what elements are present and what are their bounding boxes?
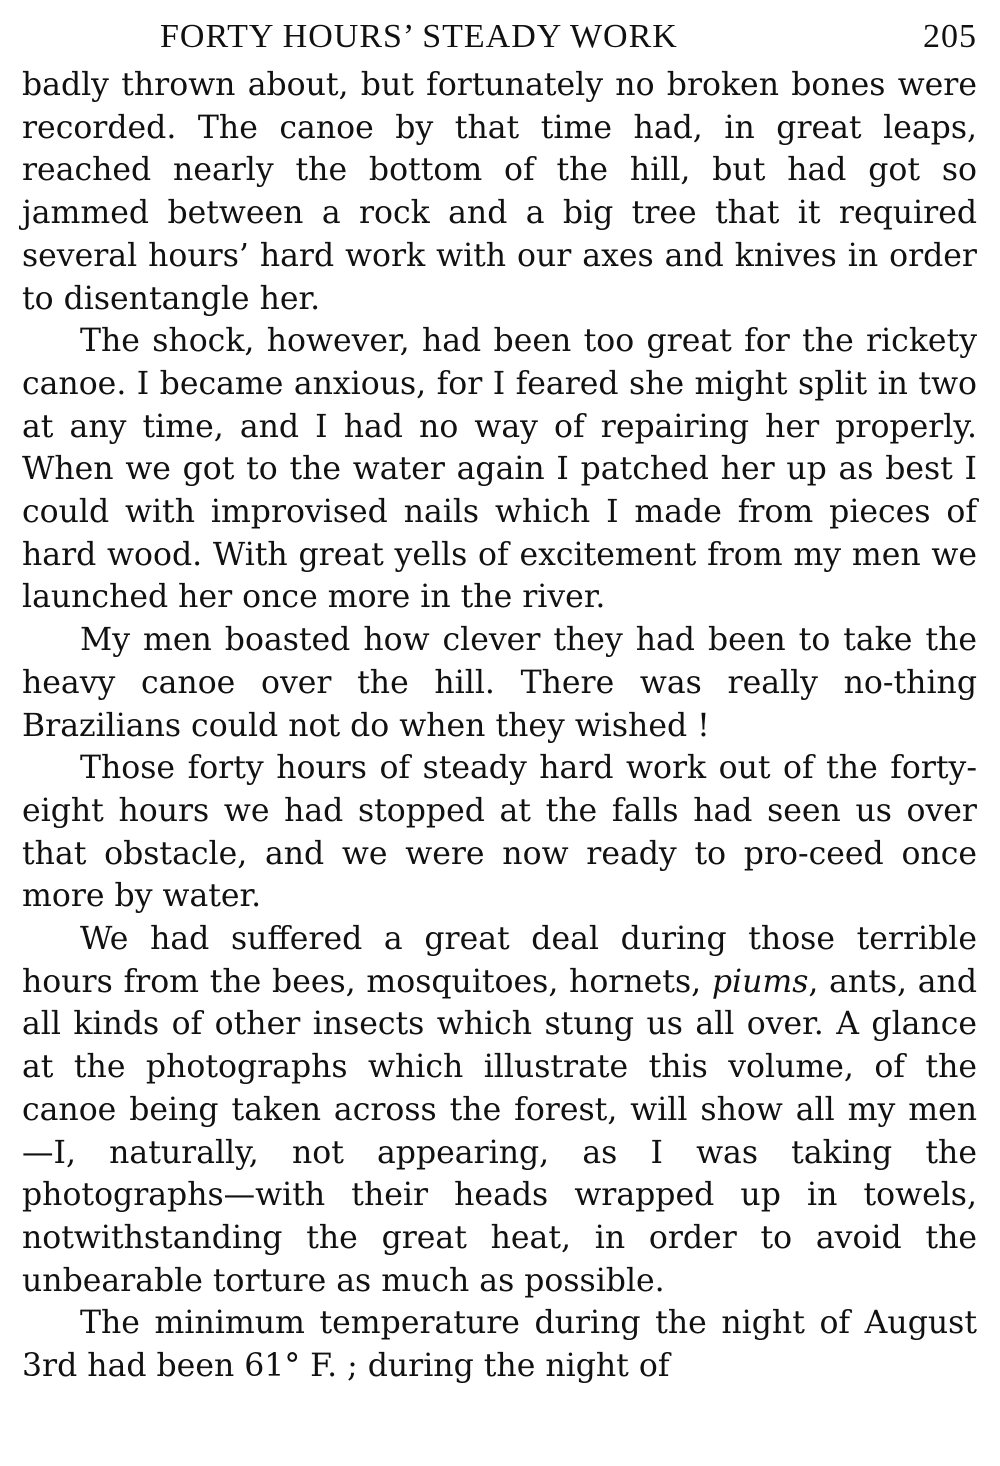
paragraph-insects xyxy=(22,918,977,1302)
paragraph-temperature: The minimum temperature during the night of August 3rd had been 61° F. ; during the night of xyxy=(22,1305,977,1385)
insects-text-before: We had suffered a great deal during those terrible hours from the bees, mosquitoes, hornets, xyxy=(22,921,977,1000)
piums-italic: piums xyxy=(711,963,809,1000)
paragraph-forty-hours: Those forty hours of steady hard work out of the forty-eight hours we had stopped at the falls had seen us over that obstacle, and we were now ready to pro-ceed once more by water. xyxy=(22,750,977,915)
book-page xyxy=(22,14,977,1388)
running-head: FORTY HOURS’ STEADY WORK xyxy=(160,18,678,55)
paragraph-continued: badly thrown about, but fortunately no broken bones were recorded. The canoe by that time had, in great leaps, reached nearly the bottom of the hill, but had got so jammed between a rock and a big tree that it required several hours’ hard work with our axes and knives in order to disentangle her. xyxy=(22,67,977,317)
page-header xyxy=(22,14,977,64)
body-text xyxy=(22,64,977,1388)
paragraph-men-boasted: My men boasted how clever they had been to take the heavy canoe over the hill. There was really no-thing Brazilians could not do when they wished ! xyxy=(22,622,977,744)
insects-text-after: , ants, and all kinds of other insects which stung us all over. A glance at the photographs which illustrate this volume, of the canoe being taken across the forest, will show all my men—I, naturally, not appearing, as I was taking the photographs—with their heads wrapped up in towels, notwithstanding the great heat, in order to avoid the unbearable torture as much as possible. xyxy=(22,963,977,1299)
paragraph-canoe-repair: The shock, however, had been too great for the rickety canoe. I became anxious, for I feared she might split in two at any time, and I had no way of repairing her properly. When we got to the water again I patched her up as best I could with improvised nails which I made from pieces of hard wood. With great yells of excitement from my men we launched her once more in the river. xyxy=(22,323,977,616)
page-number: 205 xyxy=(923,18,977,55)
